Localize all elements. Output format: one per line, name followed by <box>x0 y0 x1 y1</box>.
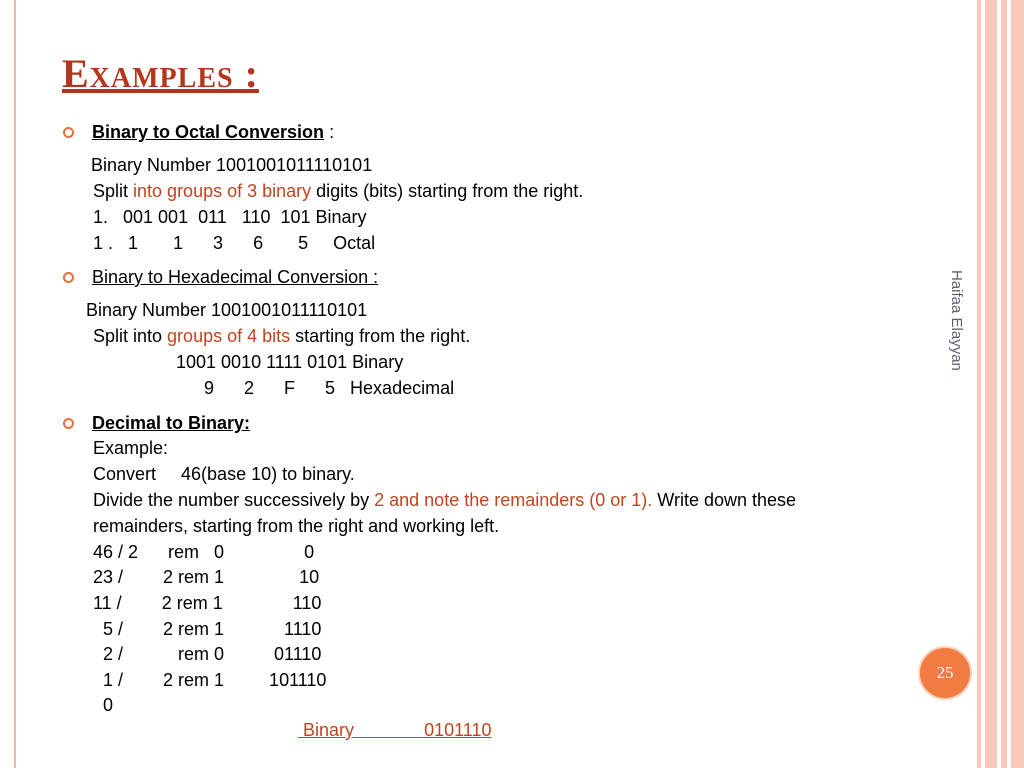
bullet-icon <box>63 127 74 138</box>
section-heading-decimal: Decimal to Binary: <box>92 413 251 433</box>
slide-title: Examples : <box>62 51 259 96</box>
hex-binary-number: Binary Number 1001001011110101 <box>86 300 368 320</box>
division-row: 5 / 2 rem 1 1110 <box>93 619 322 639</box>
section-heading-hex: Binary to Hexadecimal Conversion : <box>92 267 379 287</box>
bullet-icon <box>63 272 74 283</box>
decimal-instruction-continued: remainders, starting from the right and working left. <box>93 516 500 536</box>
right-decorative-band <box>1001 0 1007 768</box>
left-decorative-line <box>14 0 16 768</box>
hex-result-row: 9 2 F 5 Hexadecimal <box>204 378 455 398</box>
decimal-example-label: Example: <box>93 438 169 458</box>
section-heading-octal: Binary to Octal Conversion : <box>92 122 335 142</box>
division-row: 1 / 2 rem 1 101110 <box>93 670 327 690</box>
octal-binary-number: Binary Number 1001001011110101 <box>91 155 373 175</box>
hex-split-instruction: Split into groups of 4 bits starting from the right. <box>93 326 471 346</box>
right-decorative-band <box>985 0 997 768</box>
right-decorative-band <box>977 0 981 768</box>
author-name: Haifaa Elayyan <box>948 270 965 371</box>
bullet-icon <box>63 418 74 429</box>
octal-split-instruction: Split into groups of 3 binary digits (bits) starting from the right. <box>93 181 584 201</box>
right-decorative-band <box>1011 0 1024 768</box>
decimal-convert-line: Convert 46(base 10) to binary. <box>93 464 355 484</box>
division-row: 23 / 2 rem 1 10 <box>93 567 320 587</box>
decimal-divide-instruction: Divide the number successively by 2 and note the remainders (0 or 1). Write down these <box>93 490 797 510</box>
division-row: 2 / rem 0 01110 <box>93 644 322 664</box>
octal-result-row: 1 . 1 1 3 6 5 Octal <box>93 233 376 253</box>
binary-result: Binary 0101110 <box>303 720 492 740</box>
division-row: 0 <box>93 695 114 715</box>
hex-groups-row: 1001 0010 1111 0101 Binary <box>176 352 404 372</box>
division-row: 46 / 2 rem 0 0 <box>93 542 315 562</box>
page-number-badge: 25 <box>918 646 972 700</box>
division-row: 11 / 2 rem 1 110 <box>93 593 322 613</box>
octal-groups-row: 1. 001 001 011 110 101 Binary <box>93 207 367 227</box>
